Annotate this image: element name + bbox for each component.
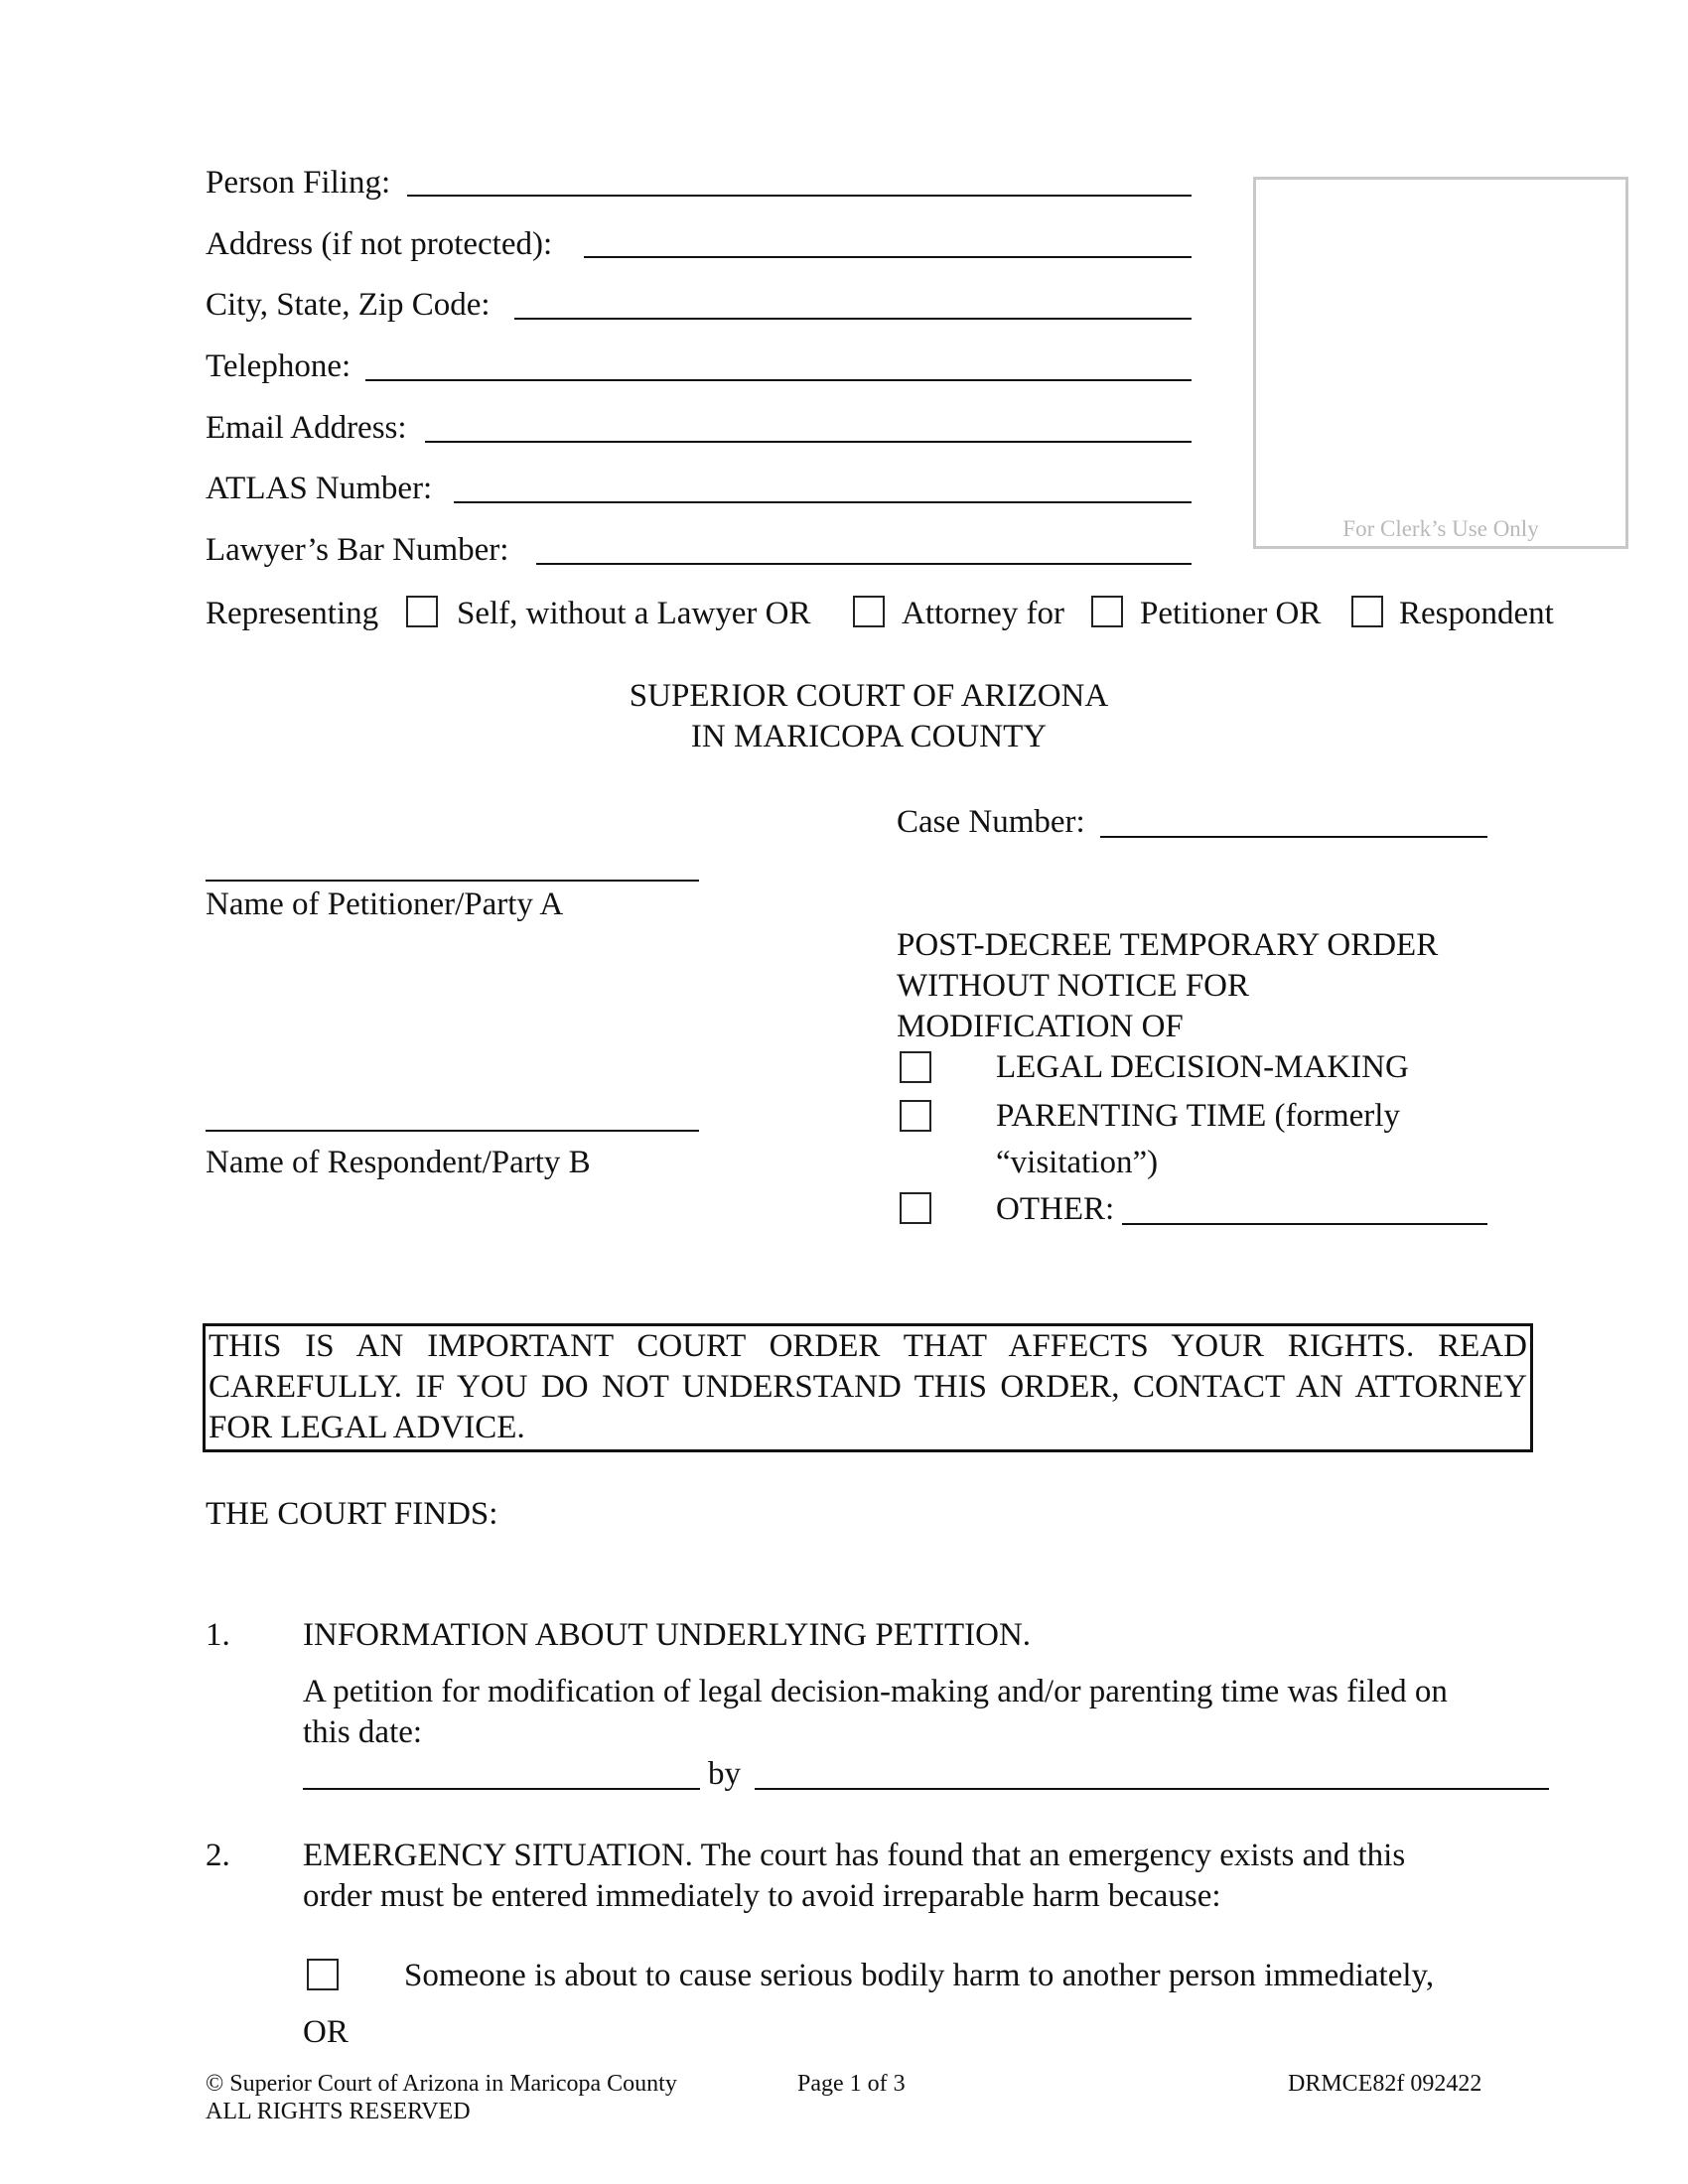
other-label: OTHER:	[996, 1191, 1115, 1227]
parenting-time-checkbox[interactable]	[900, 1100, 931, 1132]
court-name-line2: IN MARICOPA COUNTY	[690, 719, 1048, 754]
self-checkbox[interactable]	[406, 596, 438, 627]
representing-label: Representing	[206, 596, 379, 631]
or-label: OR	[303, 2014, 349, 2050]
footer-page-number: Page 1 of 3	[797, 2071, 906, 2097]
respondent-name-field[interactable]	[206, 1130, 699, 1132]
telephone-field[interactable]	[365, 379, 1192, 381]
section-2-text-line1: EMERGENCY SITUATION. The court has found that an emergency exists and this	[303, 1838, 1406, 1873]
address-label: Address (if not protected):	[206, 226, 553, 262]
atlas-number-label: ATLAS Number:	[206, 471, 433, 506]
other-checkbox[interactable]	[900, 1192, 931, 1224]
bodily-harm-checkbox[interactable]	[307, 1959, 339, 1990]
city-state-zip-field[interactable]	[514, 318, 1192, 320]
person-filing-label: Person Filing:	[206, 165, 391, 201]
footer-rights: ALL RIGHTS RESERVED	[206, 2099, 471, 2124]
telephone-label: Telephone:	[206, 348, 352, 384]
atlas-number-field[interactable]	[454, 501, 1192, 503]
order-title-line3: MODIFICATION OF	[897, 1009, 1184, 1044]
petitioner-label: Petitioner OR	[1140, 596, 1322, 631]
parenting-time-label: PARENTING TIME (formerly	[996, 1098, 1400, 1134]
important-notice-box: THIS IS AN IMPORTANT COURT ORDER THAT AFFECTS YOUR RIGHTS. READ CAREFULLY. IF YOU DO NOT UNDERSTAND THIS ORDER, CONTACT AN ATTORNEY FOR LEGAL ADVICE.	[203, 1323, 1533, 1452]
email-field[interactable]	[425, 441, 1192, 443]
attorney-label: Attorney for	[902, 596, 1065, 631]
respondent-label: Respondent	[1399, 596, 1554, 631]
legal-decision-label: LEGAL DECISION-MAKING	[996, 1049, 1409, 1085]
other-field[interactable]	[1122, 1223, 1487, 1225]
court-finds-heading: THE COURT FINDS:	[206, 1496, 498, 1532]
petitioner-label: Name of Petitioner/Party A	[206, 887, 564, 922]
order-title-line1: POST-DECREE TEMPORARY ORDER	[897, 927, 1439, 963]
clerk-use-label: For Clerk’s Use Only	[1342, 516, 1539, 541]
bar-number-field[interactable]	[536, 563, 1192, 565]
by-label: by	[708, 1756, 741, 1792]
city-state-zip-label: City, State, Zip Code:	[206, 287, 491, 323]
order-title-line2: WITHOUT NOTICE FOR	[897, 968, 1250, 1004]
clerk-use-box	[1253, 177, 1628, 549]
legal-decision-checkbox[interactable]	[900, 1051, 931, 1083]
section-1-number: 1.	[206, 1617, 230, 1653]
bar-number-label: Lawyer’s Bar Number:	[206, 532, 509, 568]
self-label: Self, without a Lawyer OR	[457, 596, 811, 631]
petition-date-field[interactable]	[303, 1788, 700, 1790]
section-1-text-line2: this date:	[303, 1714, 423, 1750]
section-1-text-line1: A petition for modification of legal decision-making and/or parenting time was filed on	[303, 1674, 1448, 1709]
section-2-text-line2: order must be entered immediately to avoid irreparable harm because:	[303, 1878, 1221, 1914]
section-2-number: 2.	[206, 1838, 230, 1873]
bodily-harm-label: Someone is about to cause serious bodily harm to another person immediately,	[404, 1958, 1435, 1993]
case-number-field[interactable]	[1100, 836, 1487, 838]
court-name-line1: SUPERIOR COURT OF ARIZONA	[629, 678, 1109, 714]
respondent-checkbox[interactable]	[1351, 596, 1383, 627]
footer-copyright: © Superior Court of Arizona in Maricopa County	[206, 2071, 677, 2097]
petitioner-checkbox[interactable]	[1091, 596, 1123, 627]
attorney-checkbox[interactable]	[853, 596, 885, 627]
case-number-label: Case Number:	[897, 804, 1085, 840]
petitioner-name-field[interactable]	[206, 880, 699, 882]
petition-filed-by-field[interactable]	[755, 1788, 1549, 1790]
respondent-label: Name of Respondent/Party B	[206, 1145, 591, 1180]
section-1-title: INFORMATION ABOUT UNDERLYING PETITION.	[303, 1617, 1032, 1653]
email-label: Email Address:	[206, 410, 407, 446]
footer-form-id: DRMCE82f 092422	[1288, 2071, 1482, 2097]
address-field[interactable]	[584, 256, 1192, 258]
parenting-time-label-cont: “visitation”)	[996, 1145, 1159, 1180]
person-filing-field[interactable]	[407, 195, 1192, 197]
